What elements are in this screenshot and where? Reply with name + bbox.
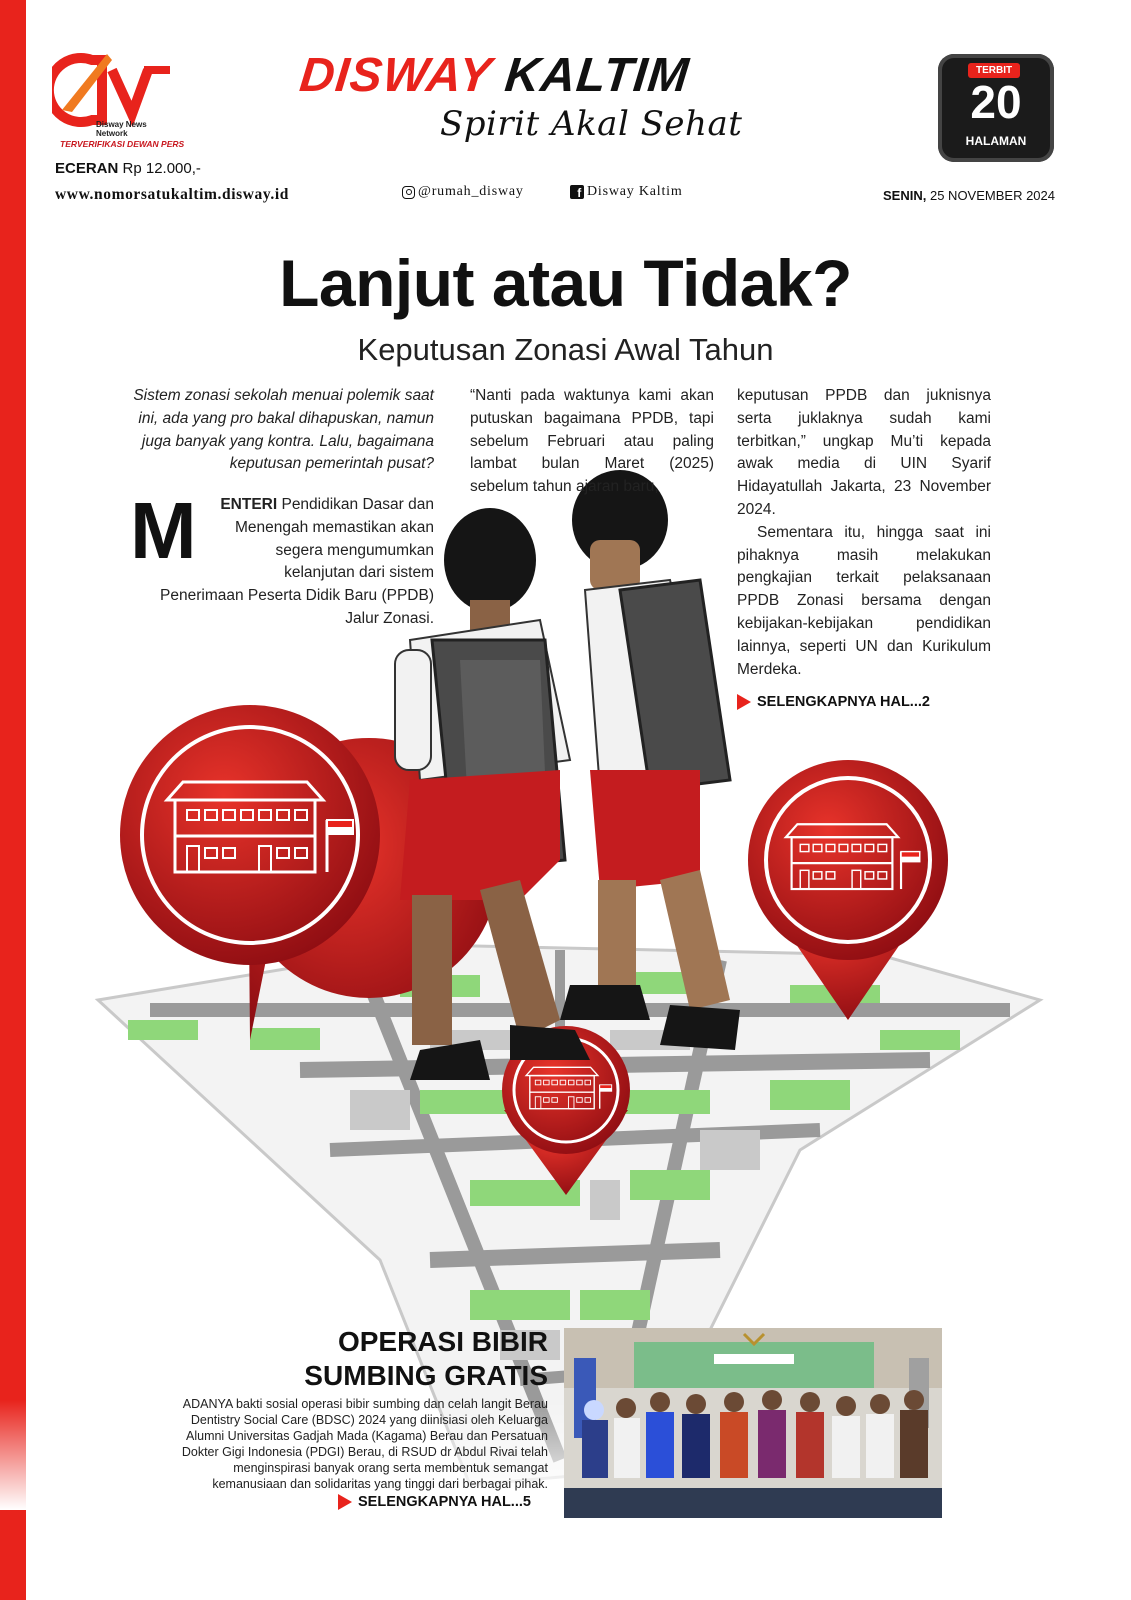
story-column-2: “Nanti pada waktunya kami akan putuskan bagaimana PPDB, tapi sebelum Februari atau paling lambat bulan Maret (2025) sebelum tahun ajaran baru,	[470, 387, 714, 496]
page-count: 20	[970, 76, 1022, 128]
continue-label: SELENGKAPNYA HAL...5	[358, 1494, 531, 1510]
col3-para-2: Sementara itu, hingga saat ini pihaknya masih melakukan pengkajian terkait pelaksanaan PPDB Zonasi bersama dengan kebijakan-kebijakan pendidikan lainnya, seperti UN dan Kurikulum Merdeka.	[737, 523, 991, 678]
price-value: Rp 12.000,-	[122, 160, 201, 177]
play-arrow-icon	[338, 1494, 352, 1510]
pages-label: HALAMAN	[965, 134, 1027, 148]
brand-black: KALTIM	[502, 49, 692, 102]
continue-link-secondary[interactable]	[338, 1494, 531, 1510]
story-column-3	[737, 385, 991, 681]
continue-label: SELENGKAPNYA HAL...2	[757, 694, 930, 710]
facebook-label: Disway Kaltim	[587, 184, 683, 199]
website-link[interactable]: www.nomorsatukaltim.disway.id	[55, 186, 290, 203]
tagline: Spirit Akal Sehat	[440, 104, 743, 144]
network-label: Disway News Network	[96, 120, 147, 138]
subheadline: Keputusan Zonasi Awal Tahun	[357, 332, 774, 367]
brand-red: DISWAY	[297, 49, 494, 102]
intro-caps: ENTERI	[220, 496, 278, 513]
date-day: SENIN,	[883, 188, 927, 203]
secondary-title-line1: OPERASI BIBIR	[337, 1326, 548, 1357]
terbit-label: TERBIT	[968, 63, 1020, 78]
story-lead: Sistem zonasi sekolah menuai polemik saat ini, ada yang pro bakal dihapuskan, namun juga banyak yang kontra. Lalu, bagaimana keputusan pemerintah pusat?	[133, 387, 434, 473]
story-intro	[130, 486, 434, 631]
intro-text: Pendidikan Dasar dan Menengah memastikan akan segera mengumumkan kelanjutan dari sistem Penerimaan Peserta Didik Baru (PPDB) Jalur Zonasi.	[160, 496, 434, 627]
facebook-icon: f	[570, 185, 584, 199]
dropcap: M	[130, 486, 197, 575]
verified-label: TERVERIFIKASI DEWAN PERS	[60, 139, 185, 149]
date-rest: 25 NOVEMBER 2024	[929, 188, 1055, 203]
price-label: ECERAN	[55, 160, 119, 177]
secondary-title-line2: SUMBING GRATIS	[304, 1360, 548, 1391]
headline: Lanjut atau Tidak?	[279, 246, 852, 320]
secondary-body: ADANYA bakti sosial operasi bibir sumbing dan celah langit Berau Dentistry Social Care (BDSC) 2024 yang diinisiasi oleh Keluarga Alumni Universitas Gadjah Mada (Kagama) Berau dan Persatuan Dokter Gigi Indonesia (PDGI) Berau, di RSUD dr Abdul Rivai telah menginspirasi banyak orang serta membentuk semangat kemanusiaan dan solidaritas yang tinggi dari berbagai pihak.	[181, 1397, 548, 1491]
event-photo	[564, 1328, 942, 1518]
continue-link-main[interactable]	[737, 694, 930, 710]
instagram-label: @rumah_disway	[418, 184, 524, 199]
secondary-headline	[300, 1325, 548, 1393]
col3-para-1: keputusan PPDB dan juknisnya serta juklaknya sudah kami terbitkan,” ungkap Mu’ti kepada awak media di UIN Syarif Hidayatullah Jakarta, 23 November 2024.	[737, 387, 991, 518]
play-arrow-icon	[737, 694, 751, 710]
